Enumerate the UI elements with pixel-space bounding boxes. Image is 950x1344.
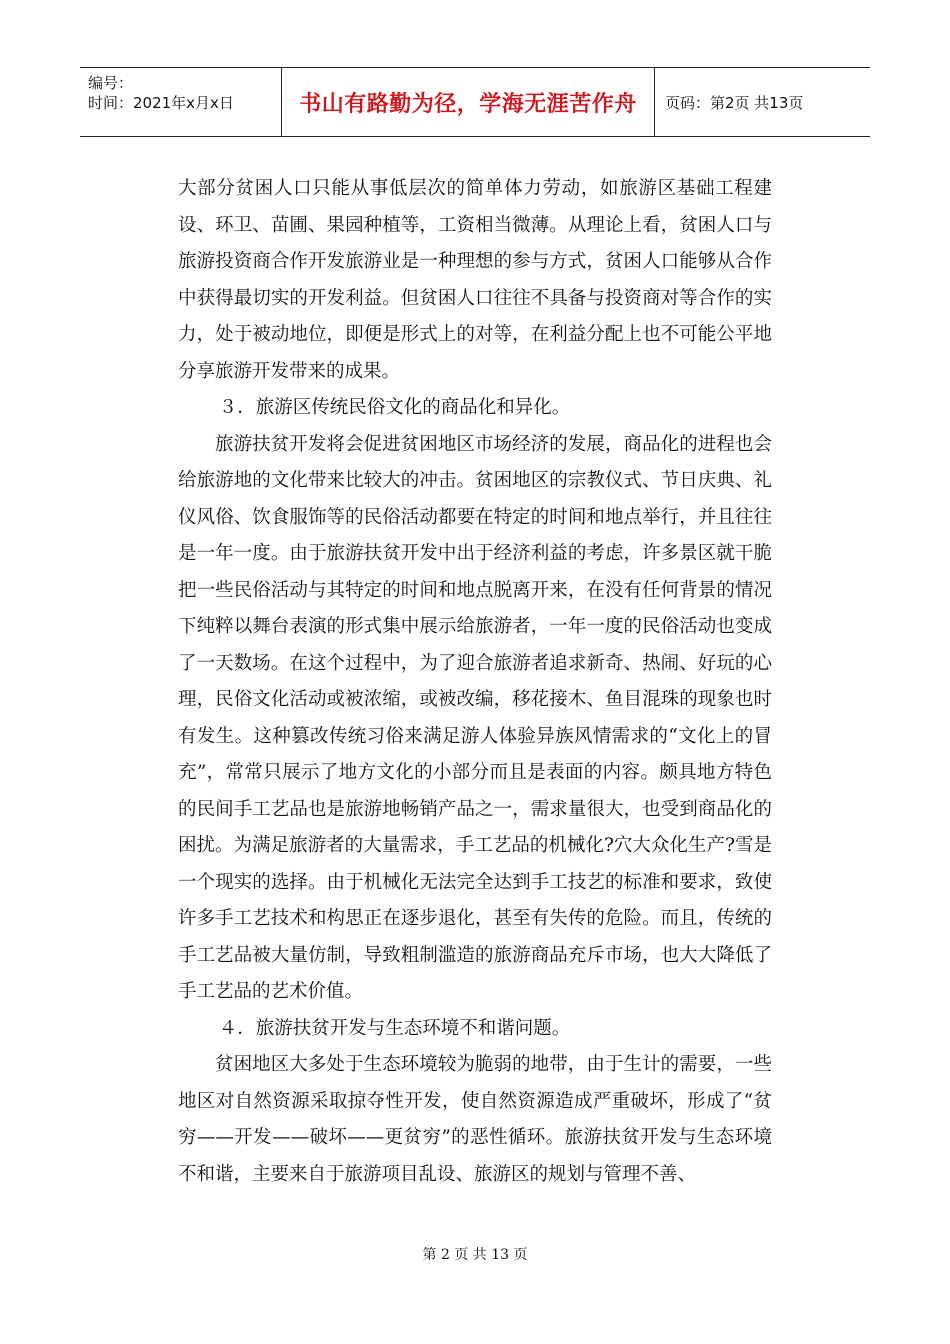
header-meta (80, 68, 282, 136)
page-info-text: 页码：第2页 共13页 (665, 93, 804, 112)
header-motto-cell (282, 68, 655, 136)
header-page-info (655, 68, 870, 136)
section-heading-4: ４．旅游扶贫开发与生态环境不和谐问题。 (218, 1017, 571, 1039)
document-body (178, 171, 772, 1193)
header-motto: 书山有路勤为径，学海无涯苦作舟 (299, 91, 637, 117)
document-date: 时间：2021年x月x日 (88, 94, 234, 112)
section-heading-3: ３．旅游区传统民俗文化的商品化和异化。 (218, 397, 571, 418)
body-paragraph: 贫困地区大多处于生态环境较为脆弱的地带，由于生计的需要，一些地区对自然资源采取掠夺性开发，使自然资源造成严重破坏，形成了“贫穷——开发——破坏——更贫穷”的恶性循环。旅游扶贫开发与生态环境不和谐，主要来自于旅游项目乱设、旅游区的规划与管理不善、 (178, 1054, 772, 1185)
body-paragraph: 大部分贫困人口只能从事低层次的简单体力劳动，如旅游区基础工程建设、环卫、苗圃、果园种植等，工资相当微薄。从理论上看，贫困人口与旅游投资商合作开发旅游业是一种理想的参与方式，贫困人口能够从合作中获得最切实的开发利益。但贫困人口往往不具备与投资商对等合作的实力，处于被动地位，即便是形式上的对等，在利益分配上也不可能公平地分享旅游开发带来的成果。 (178, 178, 772, 382)
document-number-label: 编号： (88, 74, 134, 92)
page-header (80, 67, 870, 137)
page-footer: 第 2 页 共 13 页 (422, 1247, 528, 1263)
body-paragraph: 旅游扶贫开发将会促进贫困地区市场经济的发展，商品化的进程也会给旅游地的文化带来比较大的冲击。贫困地区的宗教仪式、节日庆典、礼仪风俗、饮食服饰等的民俗活动都要在特定的时间和地点举行，并且往往是一年一度。由于旅游扶贫开发中出于经济利益的考虑，许多景区就干脆把一些民俗活动与其特定的时间和地点脱离开来，在没有任何背景的情况下纯粹以舞台表演的形式集中展示给旅游者，一年一度的民俗活动也变成了一天数场。在这个过程中，为了迎合旅游者追求新奇、热闹、好玩的心理，民俗文化活动或被浓缩，或被改编，移花接木、鱼目混珠的现象也时有发生。这种篡改传统习俗来满足游人体验异族风情需求的“文化上的冒充”，常常只展示了地方文化的小部分而且是表面的内容。颇具地方特色的民间手工艺品也是旅游地畅销产品之一，需求量很大，也受到商品化的困扰。为满足旅游者的大量需求，手工艺品的机械化?穴大众化生产?雪是一个现实的选择。由于机械化无法完全达到手工技艺的标准和要求，致使许多手工艺技术和构思正在逐步退化，甚至有失传的危险。而且，传统的手工艺品被大量仿制，导致粗制滥造的旅游商品充斥市场，也大大降低了手工艺品的艺术价值。 (178, 433, 772, 1002)
